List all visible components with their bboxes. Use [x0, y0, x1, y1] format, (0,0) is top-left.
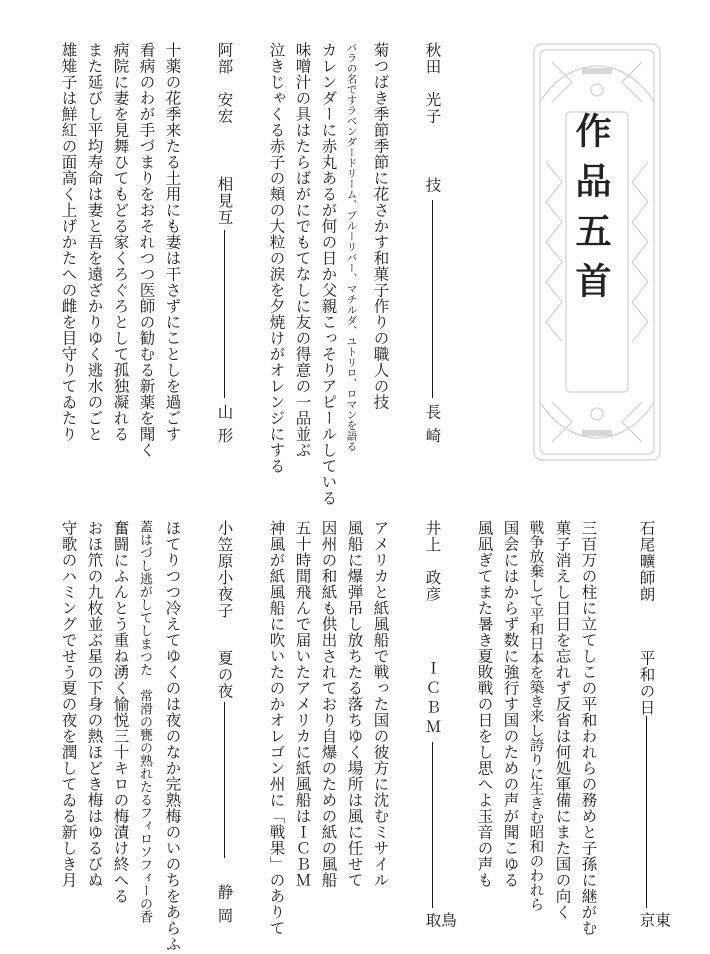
- poem-line: 味噌汁の具はたらばがにでもてなしに友の得意の一品並ぶ: [293, 42, 312, 458]
- place-name: 東京: [637, 912, 671, 936]
- poem-line: 風凪ぎてまた暑き夏敗戦の日をし思へよ玉音の声も: [475, 520, 494, 888]
- author-name: 小笠原小夜子: [215, 520, 234, 619]
- dash-rule: [432, 200, 433, 398]
- poem-line: また延びし平均寿命は妻と吾を遠ざかりゆく逃水のごと: [85, 42, 104, 442]
- author-name: 井上 政彦: [423, 520, 442, 603]
- place-name: 静岡: [215, 884, 234, 931]
- poem-theme: 相見互: [215, 176, 234, 226]
- poem-line: 三百万の柱に立てしこの平和われらの務めと子孫に継がむ: [579, 520, 598, 936]
- poem-line: 神風が紙風船に吹いたのかオレゴン州に「戦果」のありて: [267, 520, 286, 936]
- poem-line: 菊つばき季節季節に花さかす和菓子作りの職人の技: [371, 42, 390, 410]
- poem-line: カレンダーに赤丸あるが何の日か父親こっそりアピールしている: [319, 42, 338, 506]
- poem-line: 国会にはからず数に強行す国のための声が聞こゆる: [501, 520, 520, 888]
- page-title: 作品五首: [570, 112, 612, 312]
- poem-theme: 平和の日: [637, 650, 656, 716]
- dash-rule: [224, 702, 225, 858]
- dash-rule: [432, 742, 433, 908]
- poem-line: ほてりつつ冷えてゆくのは夜のなか完熟梅のいのちをあらふ: [163, 520, 182, 952]
- poem-line: 看病のわが手づまりをおそれつつ医師の勧むる新薬を聞く: [137, 42, 156, 458]
- poem-line: 十薬の花季来たる土用にも妻は干さずにことしを過ごす: [163, 42, 182, 442]
- poem-line: 雄雉子は鮮紅の面高く上げかたへの雌を目守りてゐたり: [59, 42, 78, 442]
- place-name: 長崎: [423, 404, 442, 451]
- author-name: 阿部 安宏: [215, 42, 234, 125]
- poem-line: 因州の和紙も供出されており自爆のための紙の風船: [319, 520, 338, 888]
- place-name: 山形: [215, 404, 234, 451]
- poem-line: 戦争放棄して平和日本を築き来し誇りに生きむ昭和のわれら: [527, 520, 544, 912]
- poem-line: 奮闘にふんとう重ね湧く愉悦三十キロの梅漬け終へる: [111, 520, 130, 904]
- place-name: 鳥取: [423, 912, 457, 936]
- poem-line: 病院に妻を見舞ひてもどる家くろぐろとして孤独凝れる: [111, 42, 130, 442]
- author-name: 石尾曠師朗: [637, 520, 656, 603]
- poem-theme: 技: [423, 177, 442, 194]
- poem-line: 菓子消えし日日を忘れず反省は何処軍備にまた国の向く: [553, 520, 572, 920]
- poem-line: 五十時間飛んで届いたアメリカに紙風船はＩＣＢＭ: [293, 520, 312, 888]
- poem-line: バラの名ですラベンダードリーム、ブルーリバー、マチルダ、ユトリロ、ロマンを語る: [345, 42, 358, 452]
- poem-line: 蓋はづし逃がしてしまつた 常滑の甕の熟れたるフィロソフィーの香: [137, 520, 152, 923]
- poem-theme: ＩＣＢＭ: [423, 660, 442, 738]
- poem-line: 守歌のハミングでせう夏の夜を潤してゐる新しき月: [59, 520, 78, 888]
- author-name: 秋田 光子: [423, 42, 442, 125]
- dash-rule: [646, 716, 647, 908]
- poem-line: 風船に爆弾吊し放ちたる落ちゆく場所は風に任せて: [345, 520, 364, 888]
- poem-theme: 夏の夜: [215, 650, 234, 700]
- poem-line: 泣きじゃくる赤子の頬の大粒の涙を夕焼けがオレンジにする: [267, 42, 286, 474]
- dash-rule: [224, 230, 225, 398]
- poem-line: アメリカと紙風船で戦った国の彼方に沈むミサイル: [371, 520, 390, 888]
- poem-line: おほ笊の九枚並ぶ星の下身の熱ほどき梅はゆるびぬ: [85, 520, 104, 888]
